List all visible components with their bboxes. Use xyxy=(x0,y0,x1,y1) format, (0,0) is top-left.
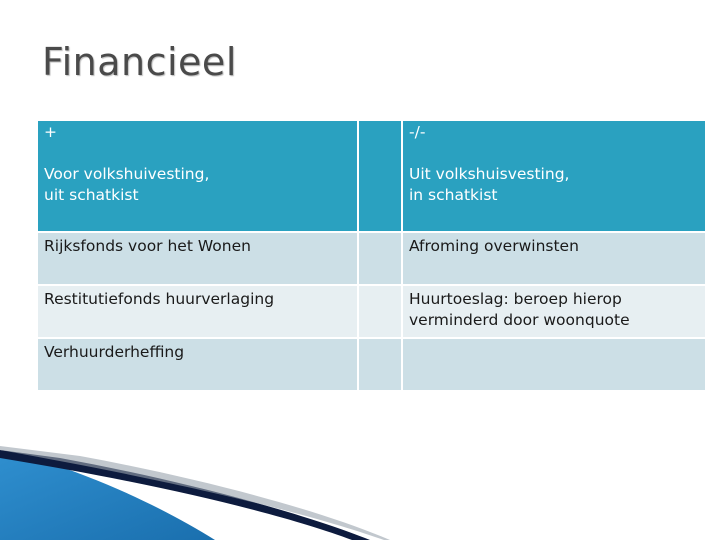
table-cell-left: Rijksfonds voor het Wonen xyxy=(38,233,357,284)
table-cell-left: Restitutiefonds huurverlaging xyxy=(38,286,357,337)
header-label-line: in schatkist xyxy=(409,186,498,204)
cell-line: verminderd door woonquote xyxy=(409,311,630,329)
header-label-line: Voor volkshuivesting, xyxy=(44,165,210,183)
table-cell-right xyxy=(403,339,705,390)
table-row xyxy=(38,233,705,284)
table-cell-right xyxy=(403,233,705,284)
header-cell-minus xyxy=(403,121,705,231)
table-cell-right xyxy=(403,286,705,337)
table-cell-left: Verhuurderheffing xyxy=(38,339,357,390)
header-label-line: Uit volkshuisvesting, xyxy=(409,165,570,183)
table-row xyxy=(38,339,705,390)
cell-line: Afroming overwinsten xyxy=(409,237,579,255)
table-row xyxy=(38,286,705,337)
table-spacer-cell xyxy=(359,233,401,284)
header-label-line: uit schatkist xyxy=(44,186,139,204)
table-header-row xyxy=(38,121,705,231)
slide-title: Financieel xyxy=(42,40,237,84)
finance-table xyxy=(36,119,707,392)
table-spacer-cell xyxy=(359,286,401,337)
cell-line: Huurtoeslag: beroep hierop xyxy=(409,290,622,308)
decorative-swoosh xyxy=(0,440,720,540)
table-spacer-cell xyxy=(359,339,401,390)
header-cell-plus xyxy=(38,121,357,231)
header-spacer-cell xyxy=(359,121,401,231)
minus-symbol: -/- xyxy=(409,123,426,141)
plus-symbol: + xyxy=(44,123,57,141)
